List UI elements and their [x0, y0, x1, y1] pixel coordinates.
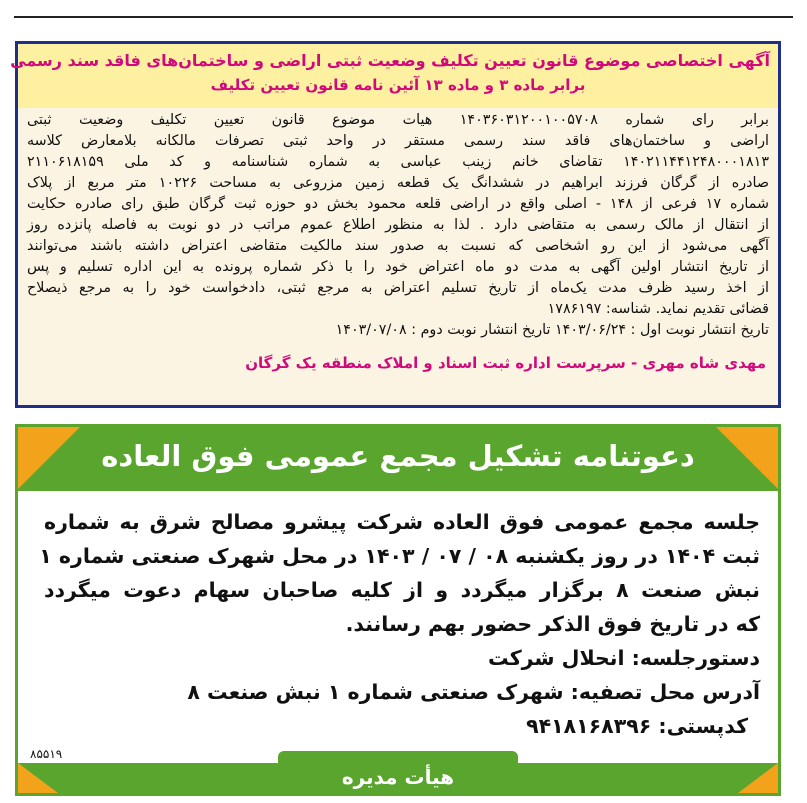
- ad-code: ۸۵۵۱۹: [30, 747, 63, 761]
- invitation-agenda: دستورجلسه: انحلال شرکت: [488, 646, 760, 670]
- invitation-body-line: که در تاریخ فوق الذکر حضور بهم رسانند.: [345, 612, 760, 636]
- notice-body-line: از تاریخ انتشار اولین آگهی به مدت دو ماه اعتراض خود را با ذکر شماره پرونده به این اداره تسلیم و پس: [27, 259, 769, 275]
- notice-subtitle: برابر ماده ۳ و ماده ۱۳ آئین نامه قانون تعیین تکلیف: [210, 76, 586, 94]
- notice-body-line: صادره از گرگان فرزند ابراهیم در ششدانگ یک قطعه زمین مزروعی به مساحت ۱۰۲۲۶ متر مربع از پلاک: [27, 175, 769, 191]
- notice-body-line: آگهی می‌شود از این رو اشخاصی که نسبت به صدور سند مالکیت متقاضی اعتراض داشته باشند می‌توانند: [27, 238, 769, 254]
- banner-corner-left: [18, 427, 80, 489]
- invitation-body-line: نبش صنعت ۸ برگزار میگردد و از کلیه صاحبان سهام دعوت میگردد: [44, 578, 760, 602]
- registration-notice: [10, 41, 781, 408]
- notice-publication-dates: تاریخ انتشار نوبت اول : ۱۴۰۳/۰۶/۲۴ تاریخ انتشار نوبت دوم : ۱۴۰۳/۰۷/۰۸: [335, 322, 769, 338]
- invitation-body-line: جلسه مجمع عمومی فوق العاده شرکت پیشرو مصالح شرق به شماره: [44, 510, 760, 534]
- meeting-invitation: [15, 424, 781, 796]
- invitation-address: آدرس محل تصفیه: شهرک صنعتی شماره ۱ نبش صنعت ۸: [187, 680, 760, 704]
- notice-signature: مهدی شاه مهری - سرپرست اداره ثبت اسناد و املاک منطقه یک گرگان: [245, 354, 766, 372]
- notice-body-line: از اخذ رسید ظرف مدت یک‌ماه از تاریخ تسلیم اعتراض به مرجع ثبتی، دادخواست خود را به مرجع ذیصلاح: [27, 280, 769, 296]
- notice-body-line: شماره ۱۷ فرعی از ۱۴۸ - اصلی واقع در اراضی قلعه محمود بخش دو حوزه ثبت گرگان طبق رای صادره حکایت: [27, 196, 769, 212]
- page-top-rule: [14, 16, 793, 18]
- notice-body-line: از انتقال از مالک رسمی به متقاضی دارد . لذا به منظور اطلاع عموم مراتب در دو نوبت به فاصله پانزده روز: [27, 217, 769, 233]
- notice-header: [10, 44, 778, 108]
- banner-corner-right: [716, 427, 778, 489]
- footer-corner-left: [18, 763, 58, 793]
- invitation-body-line: ثبت ۱۴۰۴ در روز یکشنبه ۰۸ / ۰۷ / ۱۴۰۳ در محل شهرک صنعتی شماره ۱: [39, 544, 760, 568]
- footer-corner-right: [738, 763, 778, 793]
- notice-body-line: برابر رای شماره ۱۴۰۳۶۰۳۱۲۰۰۱۰۰۵۷۰۸ هیات موضوع قانون تعیین تکلیف وضعیت ثبتی: [27, 112, 770, 128]
- notice-body-line: ۱۴۰۲۱۱۴۴۱۲۴۸۰۰۰۱۸۱۳ تقاضای خانم زینب عباسی به شماره شناسنامه و کد ملی ۲۱۱۰۶۱۸۱۵۹: [27, 154, 769, 170]
- invitation-postal-code: کدپستی: ۹۴۱۸۱۶۸۳۹۶: [526, 714, 748, 738]
- notice-body-line: اراضی و ساختمان‌های فاقد سند رسمی مستقر در واحد ثبتی تصرفات مالکانه بلامعارض کلاسه: [27, 133, 769, 149]
- board-signature: هیأت مدیره: [341, 765, 455, 789]
- notice-title: آگهی اختصاصی موضوع قانون تعیین تکلیف وضعیت ثبتی اراضی و ساختمان‌های فاقد سند رسمی: [10, 51, 770, 70]
- notice-body-line: قضائی تقدیم نماید. شناسه: ۱۷۸۶۱۹۷: [547, 301, 769, 317]
- invitation-title: دعوتنامه تشکیل مجمع عمومی فوق العاده: [101, 439, 695, 473]
